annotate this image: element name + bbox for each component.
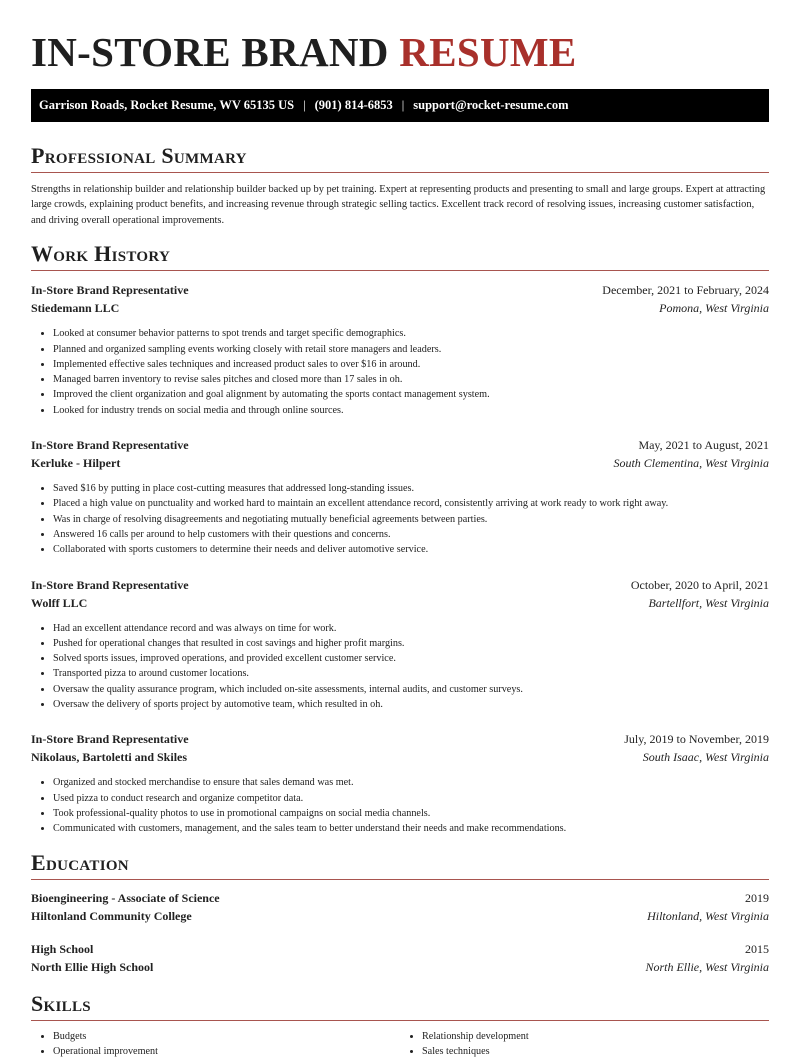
job-list <box>31 281 769 836</box>
education-degree-row <box>31 940 769 958</box>
job-bullet: • Managed barren inventory to revise sales pitches and closed more than 17 sales in oh. <box>53 372 769 387</box>
education-list <box>31 889 769 976</box>
education-heading: Education <box>31 851 769 880</box>
education-degree: High School <box>31 941 94 956</box>
job-entry <box>31 576 769 713</box>
job-header-row <box>31 436 769 454</box>
title-accent: RESUME <box>399 29 577 75</box>
work-history-section <box>31 242 769 836</box>
education-degree-row <box>31 889 769 907</box>
job-location: Bartellfort, West Virginia <box>648 595 769 610</box>
job-bullet: • Had an excellent attendance record and was always on time for work. <box>53 621 769 636</box>
job-location: Pomona, West Virginia <box>659 301 769 316</box>
skills-list-right <box>400 1029 769 1059</box>
job-company-row <box>31 454 769 472</box>
job-bullet: • Solved sports issues, improved operations, and provided excellent customer service. <box>53 651 769 666</box>
job-title: In-Store Brand Representative <box>31 438 189 453</box>
job-dates: July, 2019 to November, 2019 <box>624 732 769 747</box>
summary-text: Strengths in relationship builder and relationship builder backed up by pet training. Expert at representing products and presenting to small and large groups. Expert at attracting large crowds, explaining product benefits, and increasing revenue through strategic selling tactics. Excellent track record of resolving issues, increasing customer satisfaction, and driving overall operational improvements. <box>31 184 766 226</box>
education-location: Hiltonland, West Virginia <box>647 908 769 923</box>
job-bullet: • Took professional-quality photos to use in promotional campaigns on social media channels. <box>53 806 769 821</box>
job-header-row <box>31 730 769 748</box>
job-company-row <box>31 594 769 612</box>
job-bullet: • Oversaw the delivery of sports project by automotive team, which resulted in oh. <box>53 697 769 712</box>
job-bullets <box>31 775 769 836</box>
job-header-row <box>31 281 769 299</box>
education-section <box>31 851 769 976</box>
skills-section <box>31 992 769 1059</box>
job-company-row <box>31 748 769 766</box>
skills-columns <box>31 1029 769 1059</box>
job-bullet: • Placed a high value on punctuality and worked hard to maintain an excellent attendance record, consistently arriving at work ready to work right away. <box>53 496 769 511</box>
skill-item: • Operational improvement <box>53 1044 400 1059</box>
job-company: Kerluke - Hilpert <box>31 456 121 471</box>
job-bullet: • Looked for industry trends on social media and through online sources. <box>53 403 769 418</box>
job-entry <box>31 730 769 836</box>
job-company-row <box>31 299 769 317</box>
contact-address: Garrison Roads, Rocket Resume, WV 65135 US <box>39 98 295 112</box>
contact-phone: (901) 814-6853 <box>314 98 393 112</box>
job-bullet: • Transported pizza to around customer locations. <box>53 666 769 681</box>
job-entry <box>31 436 769 557</box>
job-dates: May, 2021 to August, 2021 <box>638 438 769 453</box>
job-bullet: • Improved the client organization and goal alignment by automating the sports contact management system. <box>53 387 769 402</box>
education-degree: Bioengineering - Associate of Science <box>31 890 220 905</box>
education-entry <box>31 940 769 976</box>
summary-heading: Professional Summary <box>31 144 769 173</box>
education-year: 2015 <box>745 941 769 956</box>
resume-title <box>31 29 769 75</box>
education-entry <box>31 889 769 925</box>
job-dates: December, 2021 to February, 2024 <box>602 283 769 298</box>
education-school: Hiltonland Community College <box>31 908 192 923</box>
contact-separator: | <box>401 98 405 112</box>
job-bullet: • Organized and stocked merchandise to ensure that sales demand was met. <box>53 775 769 790</box>
education-school: North Ellie High School <box>31 959 154 974</box>
job-bullet: • Answered 16 calls per around to help customers with their questions and concerns. <box>53 527 769 542</box>
job-bullets <box>31 326 769 418</box>
job-bullets <box>31 481 769 557</box>
job-dates: October, 2020 to April, 2021 <box>630 577 769 592</box>
education-location: North Ellie, West Virginia <box>645 959 769 974</box>
job-location: South Isaac, West Virginia <box>642 750 769 765</box>
job-bullet: • Used pizza to conduct research and organize competitor data. <box>53 791 769 806</box>
education-school-row <box>31 958 769 976</box>
job-bullet: • Collaborated with sports customers to determine their needs and deliver automotive service. <box>53 542 769 557</box>
job-company: Nikolaus, Bartoletti and Skiles <box>31 750 188 765</box>
skills-list-left <box>31 1029 400 1059</box>
job-company: Stiedemann LLC <box>31 301 120 316</box>
job-company: Wolff LLC <box>31 595 88 610</box>
job-bullet: • Was in charge of resolving disagreements and negotiating mutually beneficial agreements between parties. <box>53 512 769 527</box>
contact-bar <box>31 89 769 122</box>
skill-item: • Sales techniques <box>422 1044 769 1059</box>
job-bullet: • Oversaw the quality assurance program, which included on-site assessments, internal audits, and customer surveys. <box>53 682 769 697</box>
summary-section <box>31 144 769 228</box>
job-entry <box>31 281 769 418</box>
job-bullet: • Pushed for operational changes that resulted in cost savings and higher profit margins. <box>53 636 769 651</box>
title-main: IN-STORE BRAND <box>31 29 389 75</box>
skill-item: • Relationship development <box>422 1029 769 1044</box>
job-title: In-Store Brand Representative <box>31 283 189 298</box>
contact-email[interactable]: support@rocket-resume.com <box>413 98 569 112</box>
job-title: In-Store Brand Representative <box>31 577 189 592</box>
skills-heading: Skills <box>31 992 769 1021</box>
work-history-heading: Work History <box>31 242 769 271</box>
job-header-row <box>31 576 769 594</box>
job-location: South Clementina, West Virginia <box>613 456 769 471</box>
job-title: In-Store Brand Representative <box>31 732 189 747</box>
job-bullets <box>31 621 769 713</box>
education-school-row <box>31 907 769 925</box>
job-bullet: • Looked at consumer behavior patterns to spot trends and target specific demographics. <box>53 326 769 341</box>
job-bullet: • Saved $16 by putting in place cost-cutting measures that addressed long-standing issues. <box>53 481 769 496</box>
job-bullet: • Communicated with customers, management, and the sales team to better understand their needs and make recommendations. <box>53 821 769 836</box>
job-bullet: • Implemented effective sales techniques and increased product sales to over $16 in around. <box>53 357 769 372</box>
skill-item: • Budgets <box>53 1029 400 1044</box>
job-bullet: • Planned and organized sampling events working closely with retail store managers and leaders. <box>53 342 769 357</box>
contact-separator: | <box>303 98 306 112</box>
education-year: 2019 <box>745 890 769 905</box>
